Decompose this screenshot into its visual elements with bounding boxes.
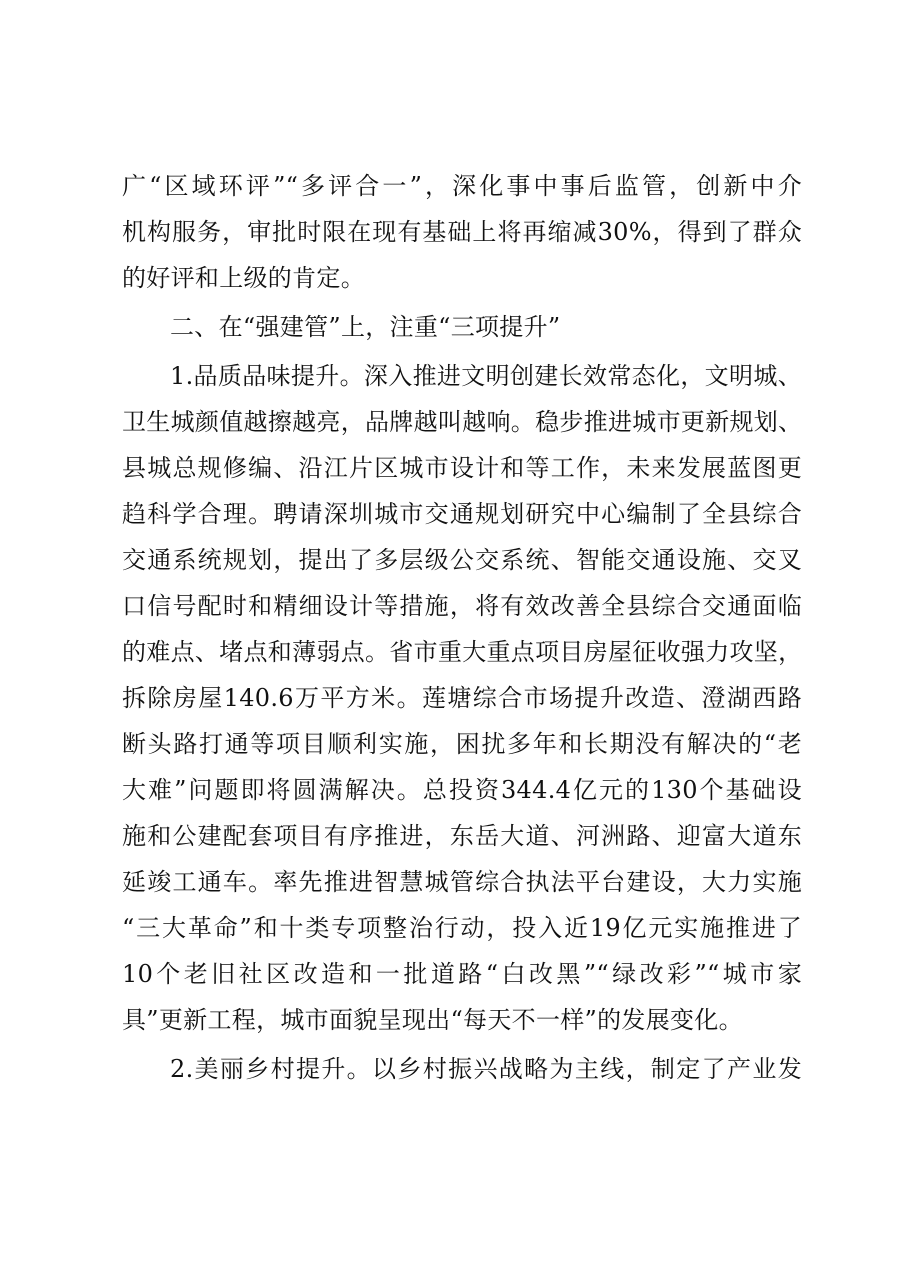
paragraph-line: 具”更新工程，城市面貌呈现出“每天不一样”的发展变化。	[122, 1006, 743, 1034]
paragraph-line: 延竣工通车。率先推进智慧城管综合执法平台建设，大力实施	[122, 868, 802, 896]
paragraph-line: 1.品质品味提升。深入推进文明创建长效常态化，文明城、	[170, 362, 802, 390]
paragraph-line: 卫生城颜值越擦越亮，品牌越叫越响。稳步推进城市更新规划、	[122, 408, 803, 436]
paragraph-line: 的难点、堵点和薄弱点。省市重大重点项目房屋征收强力攻坚，	[122, 638, 803, 666]
paragraph-line: 趋科学合理。聘请深圳城市交通规划研究中心编制了全县综合	[122, 500, 802, 528]
paragraph-line: 的好评和上级的肯定。	[122, 264, 365, 292]
paragraph-line: 县城总规修编、沿江片区城市设计和等工作，未来发展蓝图更	[122, 454, 802, 482]
paragraph-line: 拆除房屋140.6万平方米。莲塘综合市场提升改造、澄湖西路	[122, 684, 802, 712]
paragraph-line: 断头路打通等项目顺利实施，困扰多年和长期没有解决的“老	[122, 730, 802, 758]
paragraph-line: 10个老旧社区改造和一批道路“白改黑”“绿改彩”“城市家	[122, 960, 802, 988]
paragraph-line: 施和公建配套项目有序推进，东岳大道、河洲路、迎富大道东	[122, 822, 802, 850]
paragraph-line: 广“区域环评”“多评合一”，深化事中事后监管，创新中介	[122, 172, 802, 200]
section-heading: 二、在“强建管”上，注重“三项提升”	[170, 313, 561, 341]
paragraph-line: 交通系统规划，提出了多层级公交系统、智能交通设施、交叉	[122, 546, 802, 574]
paragraph-line: 大难”问题即将圆满解决。总投资344.4亿元的130个基础设	[122, 776, 802, 804]
paragraph-line: 机构服务，审批时限在现有基础上将再缩减30%，得到了群众	[122, 218, 802, 246]
paragraph-line: “三大革命”和十类专项整治行动，投入近19亿元实施推进了	[122, 914, 802, 942]
paragraph-line: 口信号配时和精细设计等措施，将有效改善全县综合交通面临	[122, 592, 802, 620]
paragraph-line: 2.美丽乡村提升。以乡村振兴战略为主线，制定了产业发	[170, 1055, 802, 1083]
